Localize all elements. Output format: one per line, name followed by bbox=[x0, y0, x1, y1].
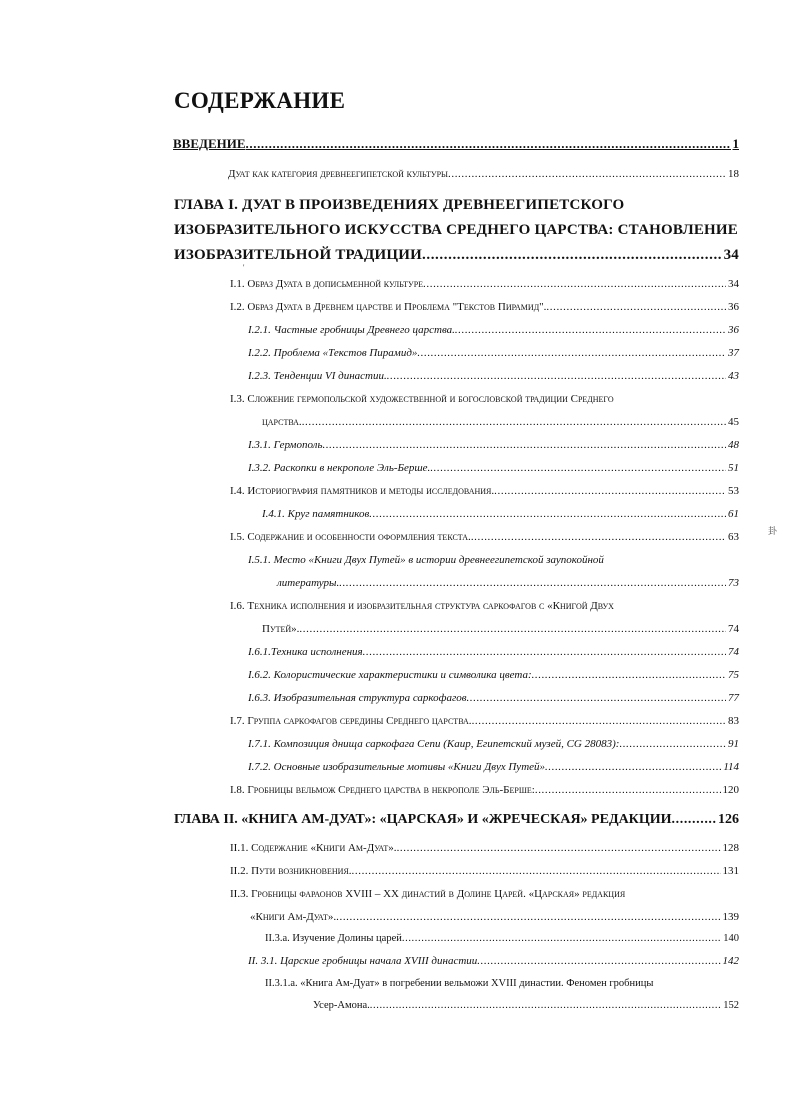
toc-page-number: 1 bbox=[732, 136, 739, 151]
toc-entry-1-3-line1[interactable]: I.3. Сложение гермопольской художественной и богословской традиции Среднего bbox=[230, 393, 614, 405]
toc-entry-chapter-2[interactable]: ГЛАВА II. «КНИГА АМ-ДУАТ»: «ЦАРСКАЯ» И «ЖРЕЧЕСКАЯ» РЕДАКЦИИ ..... 126 bbox=[174, 812, 739, 828]
toc-entry-1-3-2[interactable]: I.3.2. Раскопки в некрополе Эль-Берше. ..... 51 bbox=[248, 462, 739, 474]
chapter-1-heading-line1: ГЛАВА I. ДУАТ В ПРОИЗВЕДЕНИЯХ ДРЕВНЕЕГИПЕТСКОГО bbox=[174, 197, 625, 213]
toc-entry-2-3-a[interactable]: II.3.a. Изучение Долины царей ..... 140 bbox=[265, 933, 739, 944]
toc-entry-text: ВВЕДЕНИЕ bbox=[173, 136, 246, 151]
toc-entry-2-3-1-a-line1[interactable]: II.3.1.a. «Книга Ам-Дуат» в погребении вельможи XVIII династии. Феномен гробницы bbox=[265, 978, 654, 989]
page-title: СОДЕРЖАНИЕ bbox=[174, 88, 346, 113]
toc-entry-1-6-line1[interactable]: I.6. Техника исполнения и изобразительная структура саркофагов с «Книгой Двух bbox=[230, 600, 614, 612]
toc-entry-introduction[interactable] bbox=[173, 136, 739, 152]
chapter-1-heading-line2: ИЗОБРАЗИТЕЛЬНОГО ИСКУССТВА СРЕДНЕГО ЦАРСТВА: СТАНОВЛЕНИЕ bbox=[174, 222, 738, 238]
toc-entry-1-5-1[interactable]: литературы. ..... 73 bbox=[277, 577, 739, 589]
toc-entry-1-2[interactable]: I.2. Образ Дуата в Древнем царстве и Проблема "Текстов Пирамид". ..... 36 bbox=[230, 301, 739, 313]
toc-entry-2-2[interactable]: II.2. Пути возникновения. ..... 131 bbox=[230, 865, 739, 877]
toc-entry-1-5-1-line1[interactable]: I.5.1. Место «Книги Двух Путей» в истории древнеегипетской заупокойной bbox=[248, 554, 604, 566]
toc-entry-1-7[interactable]: I.7. Группа саркофагов середины Среднего царства. ..... 83 bbox=[230, 715, 739, 727]
toc-entry-1-7-2[interactable]: I.7.2. Основные изобразительные мотивы «Книги Двух Путей» ..... 114 bbox=[248, 761, 739, 773]
margin-mark: 卦 bbox=[768, 526, 778, 536]
toc-entry-1-6-2[interactable]: I.6.2. Колористические характеристики и символика цвета: ..... 75 bbox=[248, 669, 739, 681]
toc-entry-1-1[interactable]: I.1. Образ Дуата в дописьменной культуре ..... 34 bbox=[230, 278, 739, 290]
toc-entry-1-4[interactable]: I.4. Историография памятников и методы исследования. ..... 53 bbox=[230, 485, 739, 497]
toc-entry-1-8[interactable]: I.8. Гробницы вельмож Среднего царства в некрополе Эль-Берше: ..... 120 bbox=[230, 784, 739, 796]
toc-entry-2-3-line1[interactable]: II.3. Гробницы фараонов XVIII – XX династий в Долине Царей. «Царская» редакция bbox=[230, 888, 626, 900]
toc-entry-1-3-1[interactable]: I.3.1. Гермополь ..... 48 bbox=[248, 439, 739, 451]
toc-entry-2-3[interactable]: «Книги Ам-Дуат». ..... 139 bbox=[250, 911, 739, 923]
toc-entry-2-3-1[interactable]: II. 3.1. Царские гробницы начала XVIII династии ..... 142 bbox=[248, 955, 739, 967]
toc-entry-1-4-1[interactable]: I.4.1. Круг памятников ..... 61 bbox=[262, 508, 739, 520]
toc-entry-1-2-3[interactable]: I.2.3. Тенденции VI династии. ..... 43 bbox=[248, 370, 739, 382]
toc-entry-1-5[interactable]: I.5. Содержание и особенности оформления текста. ..... 63 bbox=[230, 531, 739, 543]
toc-entry-duat[interactable]: Дуат как категория древнеегипетской культуры ..... 18 bbox=[228, 168, 739, 180]
toc-entry-1-2-1[interactable]: I.2.1. Частные гробницы Древнего царства. ..... 36 bbox=[248, 324, 739, 336]
toc-entry-2-3-1-a[interactable]: Усер-Амона. ..... 152 bbox=[313, 1000, 739, 1011]
stray-mark: ' bbox=[243, 263, 245, 272]
toc-entry-1-2-2[interactable]: I.2.2. Проблема «Текстов Пирамид» ..... 37 bbox=[248, 347, 739, 359]
toc-entry-chapter-1[interactable]: ИЗОБРАЗИТЕЛЬНОЙ ТРАДИЦИИ ..... 34 bbox=[174, 247, 739, 264]
toc-entry-1-3[interactable]: царства. ..... 45 bbox=[262, 416, 739, 428]
toc-entry-1-6[interactable]: Путей». ..... 74 bbox=[262, 623, 739, 635]
toc-entry-2-1[interactable]: II.1. Содержание «Книги Ам-Дуат». ..... 128 bbox=[230, 842, 739, 854]
toc-entry-1-7-1[interactable]: I.7.1. Композиция днища саркофага Сепи (Каир, Египетский музей, CG 28083): ..... 91 bbox=[248, 738, 739, 750]
toc-entry-1-6-3[interactable]: I.6.3. Изобразительная структура саркофагов ..... 77 bbox=[248, 692, 739, 704]
toc-entry-1-6-1[interactable]: I.6.1.Техника исполнения ..... 74 bbox=[248, 646, 739, 658]
